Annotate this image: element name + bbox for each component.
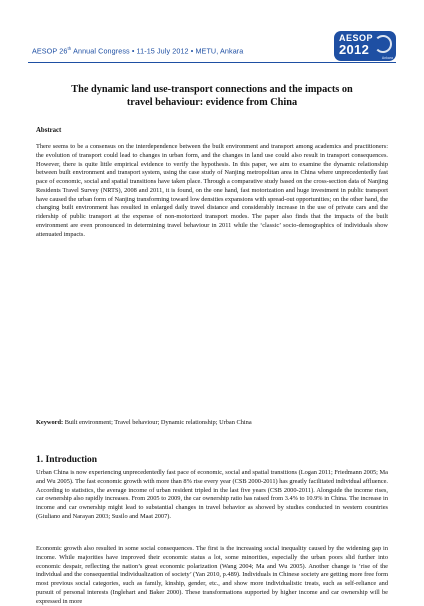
aesop-logo [334,31,396,61]
conference-prefix: AESOP 26 [32,46,68,56]
logo-year: 2012 [339,42,370,57]
keywords-text: Built environment; Travel behaviour; Dynamic relationship; Urban China [63,419,252,426]
keywords [36,419,252,426]
conference-header [28,33,396,63]
abstract-text: There seems to be a consensus on the interdependence between the built environment and transport among academics and practitioners: the evolution of transport could lead to changes in urban form, and the changes in land use could also result in transport consequences. However, there is quite little empirical evidence to verify the hypothesis. In this paper, we aim to examine the dynamic relationship between built environment and transport system, using the case study of Nanjing metropolitan area in China where unprecedentedly fast pace of economic, social and spatial transitions have taken place. Through a comparative study based on the cross-section data of Nanjing Residents Travel Survey (NRTS), 2008 and 2011, it is found, on the one hand, fast motorization and huge investment in public transport have caused the urban form of Nanjing transforming toward low densities expansions with spread-out opportunities; on the other hand, the changing built environment has resulted in enlarged daily travel distance and considerably increase in the use of private cars and the ridership of public transport at the expense of non-motorized transport modes. The paper also finds that the impacts of the built environment are even pronounced in determining travel behaviour in 2011 while the ‘classic’ socio-demographics of individuals show attenuated impacts. [36,143,388,238]
paper-title: The dynamic land use-transport connections and the impacts on travel behaviour: evidence from China [71,84,353,108]
conference-ordinal-suffix: th [67,46,72,51]
header-divider [28,62,396,63]
abstract-heading: Abstract [36,127,62,134]
logo-city: Ankara [381,56,393,60]
conference-details: Annual Congress • 11-15 July 2012 • METU, Ankara [71,46,244,56]
logo-swirl-icon [374,35,392,53]
logo-name: AESOP [339,33,374,43]
section-heading-introduction: 1. Introduction [36,455,98,465]
intro-paragraph-1: Urban China is now experiencing unprecedentedly fast pace of economic, social and spatial transitions (Logan 2011; Friedmann 2005; Ma and Wu 2005). The fast economic growth with more than 8% rise every year (CSB 2000-2011) has greatly facilitated individual affluence. According to statistics, the average income of urban resident tripled in the last five years (CSB 2000-2011). Alongside the income rises, car ownership also rapidly increases. From 2005 to 2009, the car ownership ratio has raised from 3.4% to 10.9% in China. The increase in income and car ownership might lead to substantial changes in travel behavior as showed by studies conducted in western countries (Giuliano and Narayan 2003; Susilo and Maat 2007). [36,469,388,520]
intro-paragraph-2: Economic growth also resulted in some social consequences. The first is the increasing social inequality caused by the widening gap in income. While majorities have improved their economic status a lot, some minorities, especially the urban poors slid further into economic despair, reflecting the nation’s great economic polarization (Wang 2004; Ma and Wu 2005). Another change is ‘rise of the individual and the consequential individualization of society’ (Yan 2010, p.489). Individuals in Chinese society are getting more free form most previous social categories, such as family, kinship, gender, etc., and show more individualistic treats, such as self-reliance and pursuit of personal interests (Inglehart and Baker 2000). These transformations supported by higher income and car ownership will be expressed in more [36,545,388,605]
keywords-label: Keyword: [36,419,64,426]
conference-line [32,46,243,55]
